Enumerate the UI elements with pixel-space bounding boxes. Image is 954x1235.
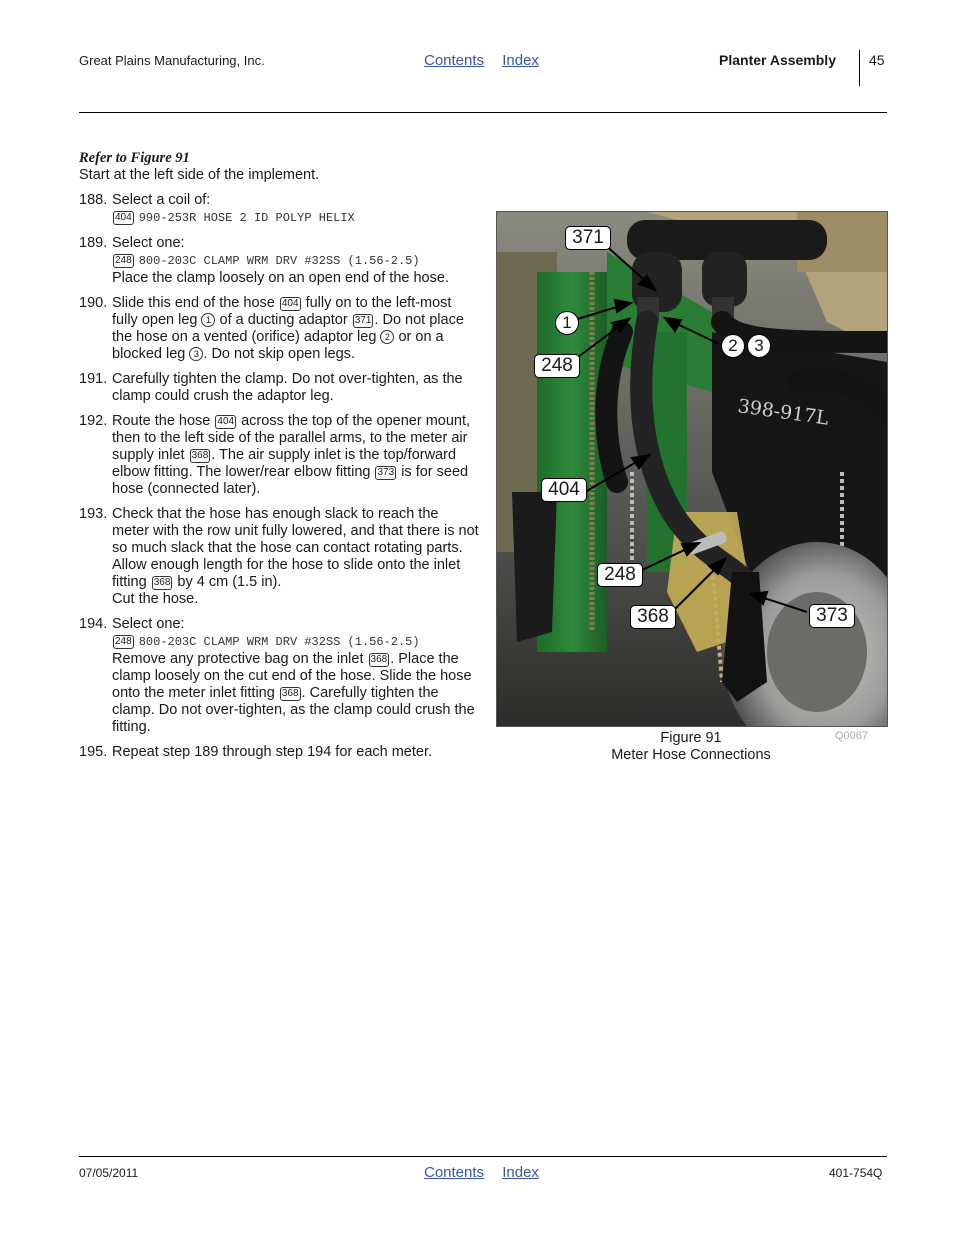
step-note: Place the clamp loosely on an open end of the hose.: [112, 270, 449, 286]
handwritten-label: 398-917L: [736, 395, 831, 430]
step-number: 195.: [79, 744, 108, 760]
part-number: 990-253R HOSE 2 ID POLYP HELIX: [138, 211, 355, 225]
step-191: [79, 371, 479, 405]
part-number: 800-203C CLAMP WRM DRV #32SS (1.56-2.5): [138, 254, 420, 268]
step-text: Carefully tighten the clamp. Do not over-tighten, as the clamp could crush the adaptor leg.: [112, 371, 463, 404]
step-number: 192.: [79, 413, 108, 429]
callout-248-bottom: 248: [597, 563, 643, 587]
callout-373: 373: [809, 604, 855, 628]
step-188: [79, 192, 479, 227]
part-ref-badge: 248: [115, 636, 132, 647]
leg-callout-circle: 1: [201, 313, 215, 327]
footer-rule: [79, 1156, 887, 1157]
header-rule: [79, 112, 887, 113]
footer-nav: [424, 1164, 553, 1181]
figure-number: Figure 91: [660, 730, 722, 746]
part-ref-badge: 371: [354, 315, 372, 326]
meter-hose-photo: [496, 211, 888, 727]
instructions-column: [79, 150, 479, 761]
figure-reference: Refer to Figure 91: [79, 150, 190, 166]
part-ref-badge: 368: [191, 450, 209, 461]
step-text: or on a blocked leg: [112, 329, 444, 362]
step-text: by 4 cm (1.5 in).: [177, 574, 282, 590]
footer-date: 07/05/2011: [79, 1166, 139, 1180]
step-text: Select one:: [112, 616, 185, 632]
step-text: Remove any protective bag on the inlet: [112, 651, 364, 667]
header-section-title: Planter Assembly: [719, 52, 836, 68]
step-text: . Do not skip open legs.: [203, 346, 355, 362]
intro-text: Start at the left side of the implement.: [79, 167, 320, 183]
part-ref-badge: 404: [115, 212, 132, 223]
header-index-link[interactable]: Index: [502, 52, 539, 69]
header-company: Great Plains Manufacturing, Inc.: [79, 53, 265, 68]
step-text: Select a coil of:: [112, 192, 211, 208]
part-ref-badge: 373: [377, 467, 395, 478]
step-text: of a ducting adaptor: [219, 312, 348, 328]
footer-contents-link[interactable]: Contents: [424, 1164, 485, 1181]
step-189: [79, 235, 479, 287]
step-194: [79, 616, 479, 736]
photo-illustration: [497, 212, 887, 726]
step-text: Repeat step 189 through step 194 for each meter.: [112, 744, 433, 760]
step-number: 189.: [79, 235, 108, 251]
callout-404: 404: [541, 478, 587, 502]
footer-doc-number: 401-754Q: [829, 1166, 883, 1180]
step-190: [79, 295, 479, 363]
step-number: 191.: [79, 371, 108, 387]
header-divider: [859, 50, 860, 86]
callout-leg-3: 3: [747, 334, 771, 358]
step-text: . Do not place the hose on a vented (orifice) adaptor leg: [112, 312, 464, 345]
callout-leg-1: 1: [555, 311, 579, 335]
leg-callout-circle: 2: [380, 330, 394, 344]
callout-368: 368: [630, 605, 676, 629]
step-text: . The air supply inlet is the top/forward elbow fitting. The lower/rear elbow fitting: [112, 447, 457, 480]
part-ref-badge: 404: [217, 416, 235, 427]
step-text: Slide this end of the hose: [112, 295, 275, 311]
header-contents-link[interactable]: Contents: [424, 52, 485, 69]
part-ref-badge: 404: [281, 298, 299, 309]
step-number: 188.: [79, 192, 108, 208]
step-number: 190.: [79, 295, 108, 311]
step-text: Cut the hose.: [112, 591, 199, 607]
step-text: fully on to the left-most fully open leg: [112, 295, 452, 328]
step-text: . Carefully tighten the clamp. Do not over-tighten, as the clamp could crush the fitting.: [112, 685, 475, 735]
step-193: [79, 506, 479, 608]
step-text: is for seed hose (connected later).: [112, 464, 469, 497]
step-text: Check that the hose has enough slack to reach the meter with the row unit fully lowered, and that there is not so much slack that the hose can contact rotating parts. Allow enough length for the hose to slide onto the inlet fitting: [112, 506, 479, 590]
header-nav: [424, 52, 553, 69]
step-text: across the top of the opener mount, then to the left side of the parallel arms, to the meter air supply inlet: [112, 413, 471, 463]
step-number: 193.: [79, 506, 108, 522]
figure-image-id: Q0067: [835, 730, 869, 742]
step-195: [79, 744, 479, 761]
callout-371: 371: [565, 226, 611, 250]
step-text: Route the hose: [112, 413, 211, 429]
step-number: 194.: [79, 616, 108, 632]
part-ref-badge: 368: [153, 577, 171, 588]
part-number: 800-203C CLAMP WRM DRV #32SS (1.56-2.5): [138, 635, 420, 649]
footer-index-link[interactable]: Index: [502, 1164, 539, 1181]
part-ref-badge: 368: [370, 654, 388, 665]
callout-248-top: 248: [534, 354, 580, 378]
step-192: [79, 413, 479, 498]
step-text: Select one:: [112, 235, 185, 251]
figure-title: Meter Hose Connections: [611, 747, 771, 763]
part-ref-badge: 248: [115, 255, 132, 266]
page-number: 45: [869, 52, 885, 68]
leg-callout-circle: 3: [189, 347, 203, 361]
callout-leg-2: 2: [721, 334, 745, 358]
part-ref-badge: 368: [281, 688, 299, 699]
step-text: . Place the clamp loosely on the cut end of the hose. Slide the hose onto the meter inlet fitting: [112, 651, 472, 701]
